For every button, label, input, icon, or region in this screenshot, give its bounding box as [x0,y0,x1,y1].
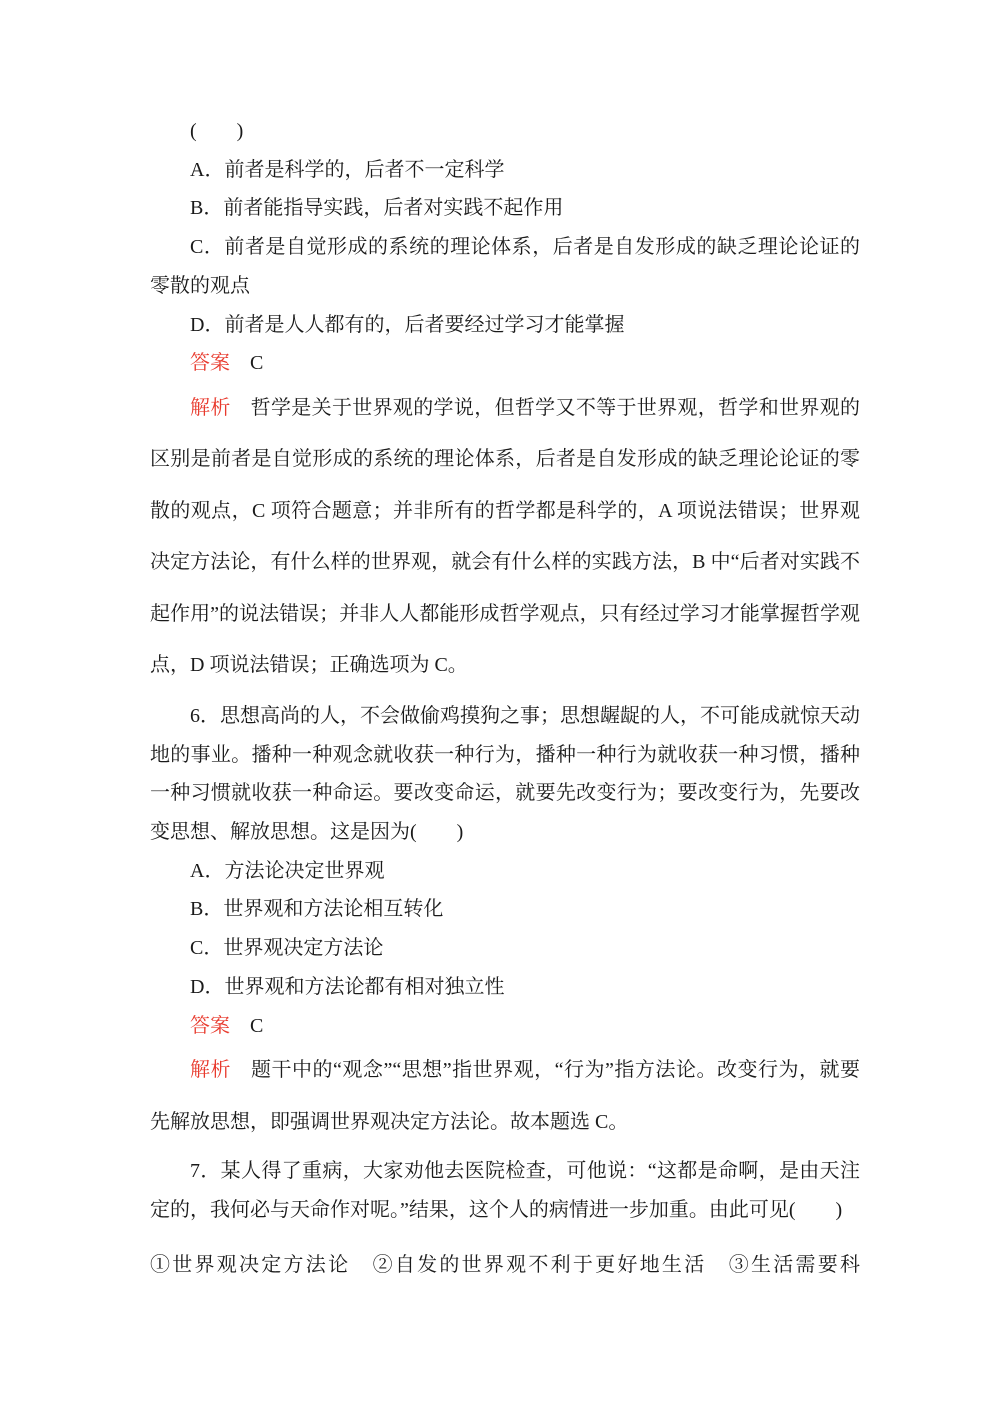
q6-option-a [150,852,860,891]
q7-items-line [150,1246,860,1285]
q6-answer-line [150,1007,860,1046]
q5-answer-label: 答案 [190,352,230,375]
q6-option-d [150,968,860,1007]
q5-option-b-text: B．前者能指导实践，后者对实践不起作用 [190,197,564,220]
q6-option-b-text: B．世界观和方法论相互转化 [190,898,444,921]
q6-option-c-text: C．世界观决定方法论 [190,937,384,960]
q6-option-c [150,929,860,968]
q6-analysis [150,1045,860,1148]
q5-option-d-text: D．前者是人人都有的，后者要经过学习才能掌握 [190,313,625,336]
q5-bracket-text: ( ) [190,120,244,142]
q5-option-d [150,306,860,345]
q7-stem [150,1152,860,1229]
q6-stem-text: 6．思想高尚的人，不会做偷鸡摸狗之事；思想龌龊的人，不可能成就惊天动地的事业。播种一种观念就收获一种行为，播种一种行为就收获一种习惯，播种一种习惯就收获一种命运。要改变命运，就要先改变行为；要改变行为，先要改变思想、解放思想。这是因为( ) [150,704,860,844]
q7-stem-text: 7．某人得了重病，大家劝他去医院检查，可他说：“这都是命啊，是由天注定的，我何必与天命作对呢。”结果，这个人的病情进一步加重。由此可见( ) [150,1160,860,1221]
q5-bracket-line [150,112,860,151]
q5-option-b [150,189,860,228]
q5-answer-value: C [250,352,264,375]
q5-answer-line [150,344,860,383]
q5-option-a-text: A．前者是科学的，后者不一定科学 [190,158,505,181]
q5-option-c-text: C．前者是自觉形成的系统的理论体系，后者是自发形成的缺乏理论论证的零散的观点 [150,236,860,297]
q6-answer-label: 答案 [190,1014,230,1037]
q5-option-c [150,228,860,305]
q5-option-a [150,151,860,190]
q6-stem [150,697,860,852]
q5-analysis [150,383,860,692]
q7-items-text: ①世界观决定方法论 ②自发的世界观不利于更好地生活 ③生活需要科 [150,1253,860,1276]
q6-answer-value: C [250,1014,264,1037]
q6-option-b [150,890,860,929]
q6-option-a-text: A．方法论决定世界观 [190,859,385,882]
q5-analysis-label: 解析 [190,396,231,419]
q6-analysis-text: 题干中的“观念”“思想”指世界观，“行为”指方法论。改变行为，就要先解放思想，即强调世界观决定方法论。故本题选 C。 [150,1059,860,1133]
q6-option-d-text: D．世界观和方法论都有相对独立性 [190,975,505,998]
q6-analysis-label: 解析 [190,1059,232,1082]
q5-analysis-text: 哲学是关于世界观的学说，但哲学又不等于世界观，哲学和世界观的区别是前者是自觉形成的系统的理论体系，后者是自发形成的缺乏理论论证的零散的观点，C 项符合题意；并非所有的哲学都是科学的，A 项说法错误；世界观决定方法论，有什么样的世界观，就会有什么样的实践方法，B 中“后者对实践不起作用”的说法错误；并非人人都能形成哲学观点，只有经过学习才能掌握哲学观点，D 项说法错误；正确选项为 C。 [150,396,861,677]
